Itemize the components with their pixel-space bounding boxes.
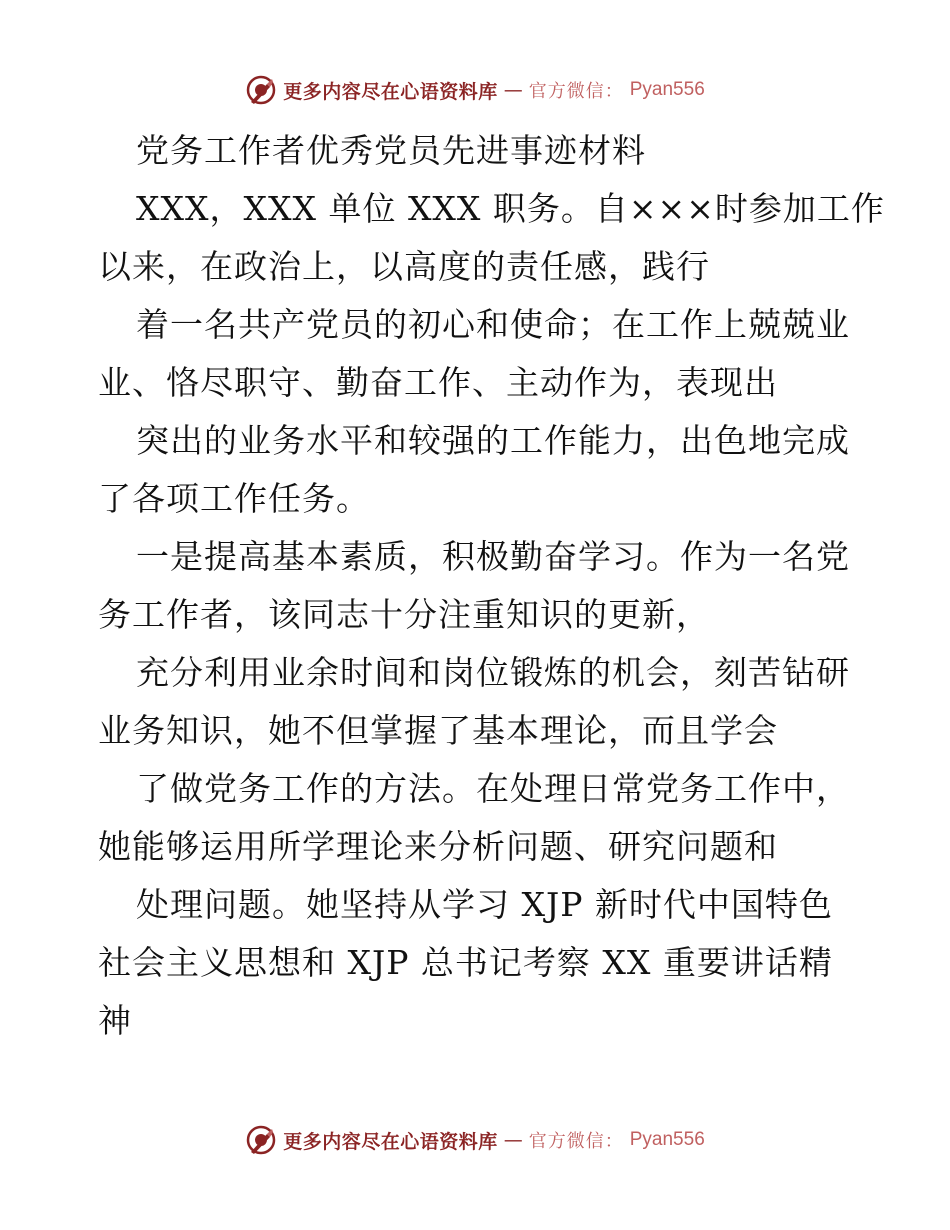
footer-dash: — — [503, 1129, 523, 1151]
text-line: 着一名共产党员的初心和使命；在工作上兢兢业 — [136, 305, 850, 344]
text-line: 处理问题。她坚持从学习 XJP 新时代中国特色 — [136, 885, 833, 924]
header-banner — [0, 70, 950, 110]
text-line: XXX，XXX 单位 XXX 职务。自×××时参加工作 — [136, 189, 885, 228]
header-dash: — — [503, 79, 523, 101]
text-line: 务工作者，该同志十分注重知识的更新， — [98, 595, 710, 634]
header-sub-text: 官方微信： — [528, 81, 624, 102]
document-body — [98, 122, 885, 1050]
text-line: 充分利用业余时间和岗位锻炼的机会，刻苦钻研 — [136, 653, 850, 692]
text-line: 她能够运用所学理论来分析问题、研究问题和 — [98, 827, 778, 866]
text-line: 社会主义思想和 XJP 总书记考察 XX 重要讲话精 — [98, 943, 833, 982]
text-line: 了各项工作任务。 — [98, 479, 370, 518]
header-main-text: 更多内容尽在心语资料库 — [283, 80, 498, 103]
text-line: 一是提高基本素质，积极勤奋学习。作为一名党 — [136, 537, 850, 576]
text-line: 神 — [98, 1001, 132, 1040]
footer-handle: Pyan556 — [629, 1129, 705, 1150]
text-line: 以来，在政治上，以高度的责任感，践行 — [98, 247, 710, 286]
pen-logo-icon — [245, 74, 277, 106]
document-title: 党务工作者优秀党员先进事迹材料 — [136, 131, 646, 170]
text-line: 突出的业务水平和较强的工作能力，出色地完成 — [136, 421, 850, 460]
text-line: 了做党务工作的方法。在处理日常党务工作中， — [136, 769, 850, 808]
text-line: 业务知识，她不但掌握了基本理论，而且学会 — [98, 711, 778, 750]
header-handle: Pyan556 — [629, 79, 705, 100]
footer-main-text: 更多内容尽在心语资料库 — [283, 1130, 498, 1153]
footer-banner — [0, 1120, 950, 1160]
footer-sub-text: 官方微信： — [528, 1131, 624, 1152]
pen-logo-icon — [245, 1124, 277, 1156]
text-line: 业、恪尽职守、勤奋工作、主动作为，表现出 — [98, 363, 778, 402]
